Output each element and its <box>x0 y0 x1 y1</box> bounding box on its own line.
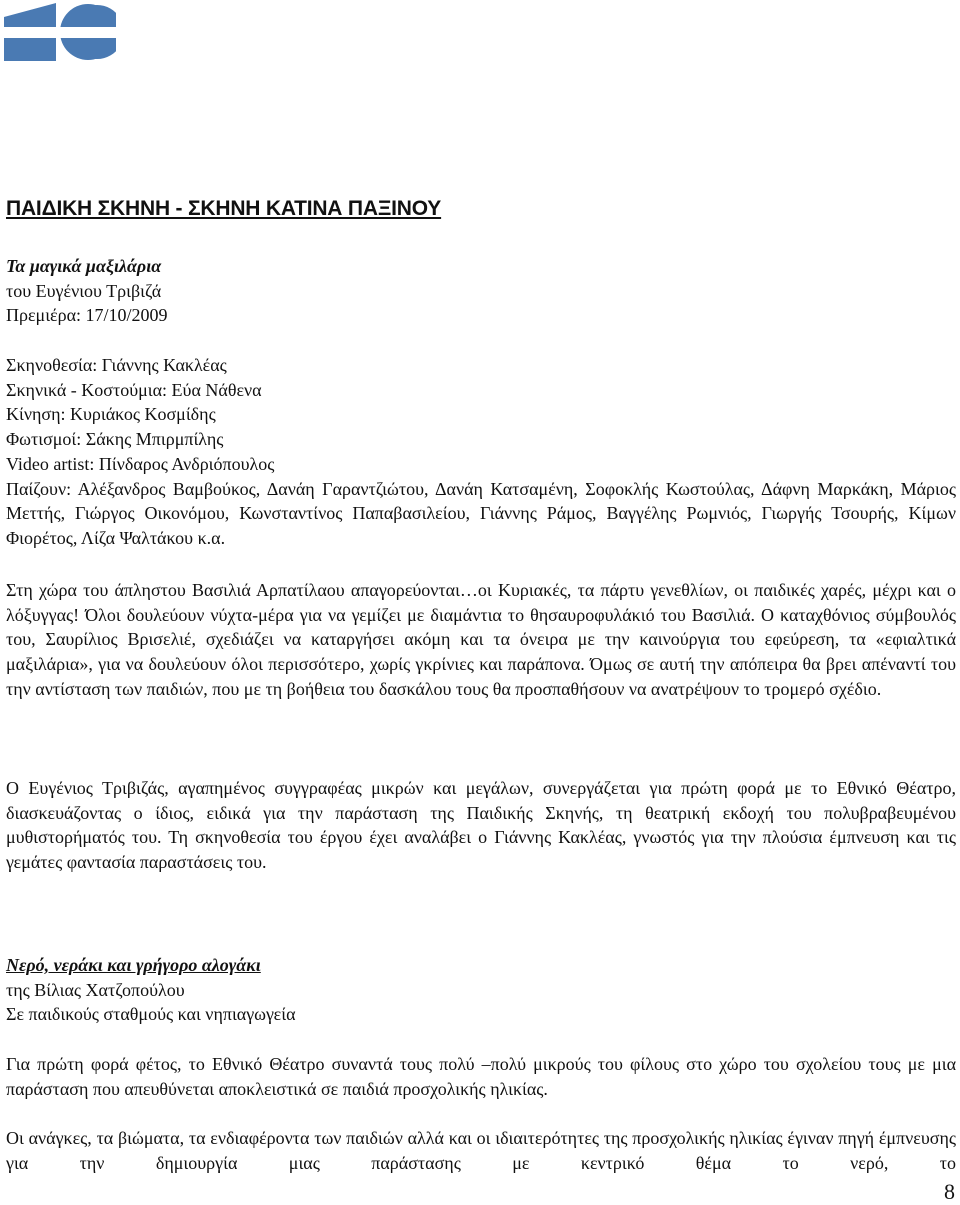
credit-sets-costumes: Σκηνικά - Κοστούμια: Εύα Νάθενα <box>6 379 262 400</box>
play1-info <box>6 254 956 328</box>
credit-video-artist: Video artist: Πίνδαρος Ανδριόπουλος <box>6 453 275 474</box>
play1-title: Τα μαγικά μαξιλάρια <box>6 256 162 276</box>
play2-author: της Βίλιας Χατζοπούλου <box>6 979 185 1000</box>
play2-info <box>6 953 956 1027</box>
play1-paragraph-author: Ο Ευγένιος Τριβιζάς, αγαπημένος συγγραφέας μικρών και μεγάλων, συνεργάζεται για πρώτη φορά με το Εθνικό Θέατρο, διασκευάζοντας ο ίδιος, ειδικά για την παράσταση της Παιδικής Σκηνής, τη θεατρική εκδοχή του πολυβραβευμένου μυθιστορήματός του. Τη σκηνοθεσία του έργου έχει αναλάβει ο Γιάννης Κακλέας, γνωστός για την πλούσια έμπνευση και τις γεμάτες φαντασία παραστάσεις του. <box>6 778 956 873</box>
national-theatre-logo-icon <box>4 3 116 61</box>
play2-paragraph-needs: Οι ανάγκες, τα βιώματα, τα ενδιαφέροντα των παιδιών αλλά και οι ιδιαιτερότητες της προσχολικής ηλικίας έγιναν πηγή έμπνευσης για την δημιουργία μιας παράστασης με κεντρικό θέμα το νερό, το <box>6 1128 956 1173</box>
play1-cast: Παίζουν: Αλέξανδρος Βαμβούκος, Δανάη Γαραντζιώτου, Δανάη Κατσαμένη, Σοφοκλής Κωστούλας, Δάφνη Μαρκάκη, Μάριος Μεττής, Γιώργος Οικονόμου, Κωνσταντίνος Παπαβασιλείου, Γιάννης Ράμος, Βαγγέλης Ρωμνιός, Γιωργής Τσουρής, Κίμων Φιορέτος, Λίζα Ψαλτάκου κ.α. <box>6 478 956 548</box>
credit-direction: Σκηνοθεσία: Γιάννης Κακλέας <box>6 355 227 375</box>
credit-movement: Κίνηση: Κυριάκος Κοσμίδης <box>6 404 216 425</box>
play2-title: Νερό, νεράκι και γρήγορο αλογάκι <box>6 955 261 975</box>
credit-lighting: Φωτισμοί: Σάκης Μπιρμπίλης <box>6 429 224 450</box>
play1-author: του Ευγένιου Τριβιζά <box>6 280 162 301</box>
play2-paragraph-intro: Για πρώτη φορά φέτος, το Εθνικό Θέατρο συναντά τους πολύ –πολύ μικρούς του φίλους στο χώρο του σχολείου τους με μια παράσταση που απευθύνεται αποκλειστικά σε παιδιά προσχολικής ηλικίας. <box>6 1054 956 1099</box>
page-title: ΠΑΙΔΙΚΗ ΣΚΗΝΗ - ΣΚΗΝΗ ΚΑΤΙΝΑ ΠΑΞΙΝΟΥ <box>6 197 442 220</box>
play1-credits <box>6 353 956 551</box>
play1-premiere: Πρεμιέρα: 17/10/2009 <box>6 305 168 326</box>
play2-audience: Σε παιδικούς σταθμούς και νηπιαγωγεία <box>6 1004 296 1025</box>
play1-paragraph-synopsis: Στη χώρα του άπληστου Βασιλιά Αρπατίλαου απαγορεύονται…οι Κυριακές, τα πάρτυ γενεθλίων, οι παιδικές χαρές, μέχρι και ο λόξυγγας! Όλοι δουλεύουν νύχτα-μέρα για να γεμίζει με διαμάντια το θησαυροφυλάκιό του Βασιλιά. Ο καταχθόνιος σύμβουλός του, Σαυρίλιος Βρισελιέ, σχεδιάζει να καταργήσει ακόμη και τα όνειρα με την καινούργια του εφεύρεση, τα «εφιαλτικά μαξιλάρια», για να δουλεύουν όλοι περισσότερο, χωρίς γκρίνιες και παράπονα. Όμως σε αυτή την απόπειρα θα βρει απέναντί του την αντίσταση των παιδιών, που με τη βοήθεια του δασκάλου τους θα προσπαθήσουν να ανατρέψουν το τρομερό σχέδιο. <box>6 580 956 699</box>
page-number: 8 <box>944 1179 955 1204</box>
